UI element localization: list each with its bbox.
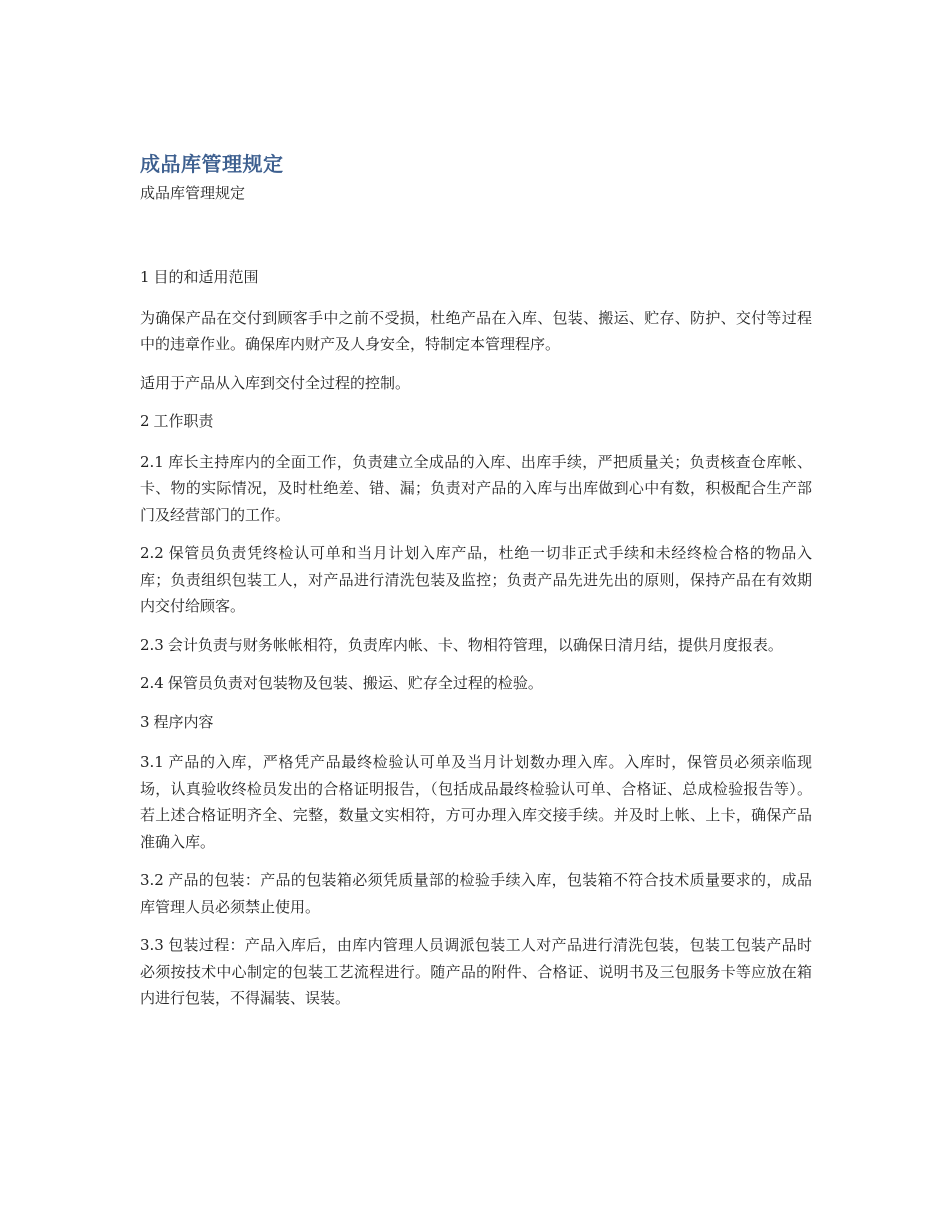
paragraph-text: 保管员负责凭终检认可单和当月计划入库产品，杜绝一切非正式手续和未经终检合格的物品入库；负责组织包装工人，对产品进行清洗包装及监控；负责产品先进先出的原则，保持产品在有效期内交付给顾客。 [140, 544, 812, 615]
paragraph-text: 适用于产品从入库到交付全过程的控制。 [140, 373, 411, 392]
paragraph-text: 程序内容 [153, 712, 214, 731]
paragraph-number: 2.3 [140, 635, 164, 654]
document-body [140, 264, 812, 1012]
paragraph-text: 产品的包装：产品的包装箱必须凭质量部的检验手续入库，包装箱不符合技术质量要求的，成品库管理人员必须禁止使用。 [140, 871, 812, 916]
paragraph-number: 3.3 [140, 936, 164, 954]
document-page [140, 150, 812, 1024]
paragraph-number: 2.1 [140, 452, 164, 471]
document-subtitle: 成品库管理规定 [140, 184, 246, 202]
paragraph-text: 目的和适用范围 [153, 268, 259, 286]
paragraph-text: 库长主持库内的全面工作，负责建立全成品的入库、出库手续，严把质量关；负责核查仓库帐、卡、物的实际情况，及时杜绝差、错、漏；负责对产品的入库与出库做到心中有数，积极配合生产部门及经营部门的工作。 [140, 452, 812, 524]
body-paragraph [140, 632, 812, 659]
paragraph-text: 保管员负责对包装物及包装、搬运、贮存全过程的检验。 [167, 674, 543, 692]
body-paragraph [140, 540, 812, 620]
section-heading [140, 264, 812, 291]
paragraph-number: 2.2 [140, 544, 164, 562]
body-paragraph [140, 449, 812, 529]
paragraph-text: 为确保产品在交付到顾客手中之前不受损，杜绝产品在入库、包装、搬运、贮存、防护、交付等过程中的违章作业。确保库内财产及人身安全，特制定本管理程序。 [140, 308, 812, 353]
paragraph-number: 3.2 [140, 871, 164, 889]
body-paragraph [140, 370, 812, 397]
paragraph-number: 2 [140, 412, 150, 430]
body-paragraph [140, 305, 812, 358]
document-title: 成品库管理规定 [140, 152, 284, 176]
paragraph-number: 2.4 [140, 674, 164, 692]
body-paragraph [140, 749, 812, 855]
paragraph-number: 3.1 [140, 753, 164, 771]
paragraph-number: 3 [140, 712, 150, 731]
section-heading [140, 408, 812, 435]
paragraph-text: 会计负责与财务帐帐相符，负责库内帐、卡、物相符管理，以确保日清月结，提供月度报表。 [167, 635, 783, 654]
paragraph-text: 产品的入库，严格凭产品最终检验认可单及当月计划数办理入库。入库时，保管员必须亲临现场，认真验收终检员发出的合格证明报告，（包括成品最终检验认可单、合格证、总成检验报告等）。若上述合格证明齐全、完整，数量文实相符，方可办理入库交接手续。并及时上帐、上卡，确保产品准确入库。 [140, 753, 812, 851]
paragraph-text: 包装过程：产品入库后，由库内管理人员调派包装工人对产品进行清洗包装，包装工包装产品时必须按技术中心制定的包装工艺流程进行。随产品的附件、合格证、说明书及三包服务卡等应放在箱内进行包装，不得漏装、误装。 [140, 936, 812, 1007]
body-paragraph [140, 867, 812, 920]
paragraph-text: 工作职责 [153, 412, 214, 430]
paragraph-number: 1 [140, 268, 150, 286]
body-paragraph [140, 670, 812, 697]
section-heading [140, 709, 812, 736]
body-paragraph [140, 932, 812, 1012]
